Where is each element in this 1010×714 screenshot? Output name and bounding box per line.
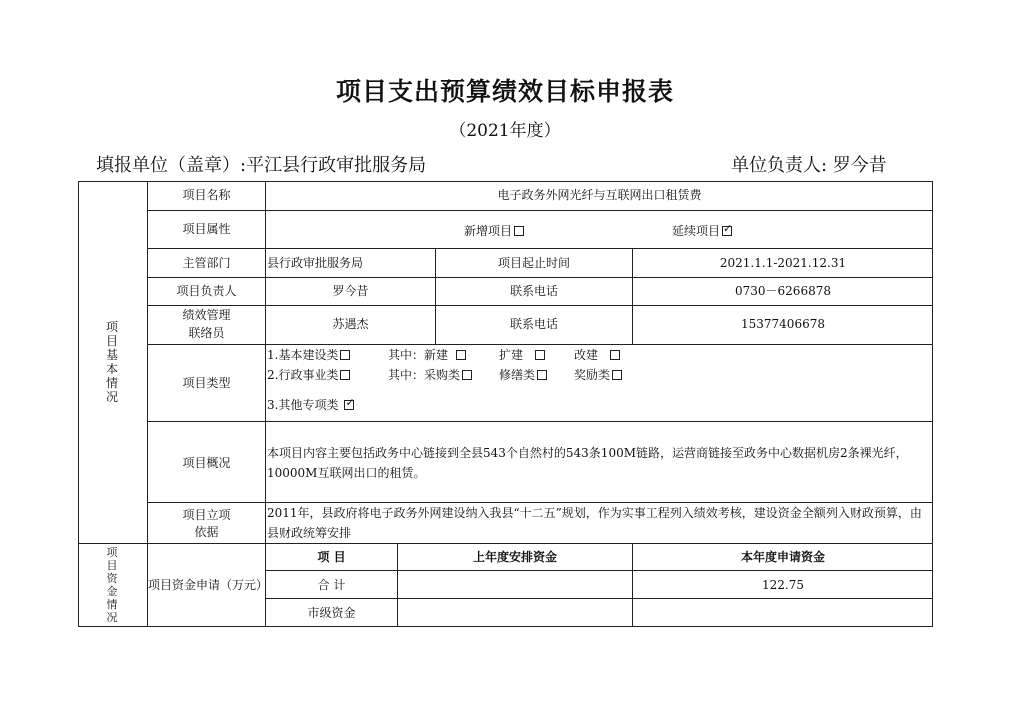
type-administrative: 2.行政事业类 — [267, 368, 339, 382]
type-line3-a — [267, 395, 354, 415]
project-attribute-label: 项目属性 — [182, 222, 231, 236]
divider — [78, 543, 933, 544]
checkbox-basic-construction[interactable] — [340, 350, 350, 360]
department-value: 县行政审批服务局 — [267, 256, 364, 270]
divider — [147, 421, 933, 422]
type-reward: 奖励类 — [574, 368, 611, 382]
period-label: 项目起止时间 — [497, 256, 570, 270]
basis-label-line1: 项目立项 — [182, 508, 231, 522]
checkbox-reward[interactable] — [612, 370, 622, 380]
funds-row-city-item: 市级资金 — [307, 606, 356, 620]
type-other-special: 3.其他专项类 — [267, 398, 339, 412]
divider — [147, 277, 933, 278]
leader-label: 项目负责人 — [176, 284, 237, 298]
type-repair: 修缮类 — [499, 368, 536, 382]
contact-phone-label: 联系电话 — [509, 317, 558, 331]
attribute-continuing-label: 延续项目 — [672, 224, 721, 238]
divider — [147, 248, 933, 249]
type-line1-a — [267, 345, 350, 365]
type-expansion: 扩建 — [499, 348, 524, 362]
divider — [265, 598, 933, 599]
checkbox-other-special[interactable] — [344, 400, 354, 410]
checkbox-administrative[interactable] — [340, 370, 350, 380]
overview-label: 项目概况 — [182, 456, 231, 470]
divider — [147, 210, 933, 211]
checkbox-procurement[interactable] — [462, 370, 472, 380]
period-value: 2021.1.1-2021.12.31 — [719, 256, 847, 270]
attribute-new-label: 新增项目 — [464, 224, 513, 238]
contact-label-line2: 联络员 — [188, 326, 225, 340]
funds-col-this-year: 本年度申请资金 — [740, 550, 825, 564]
project-name-value: 电子政务外网光纤与互联网出口租赁费 — [497, 188, 702, 202]
leader-phone-label: 联系电话 — [509, 284, 558, 298]
department-label: 主管部门 — [182, 256, 231, 270]
checkbox-expansion[interactable] — [535, 350, 545, 360]
type-line2-b — [388, 365, 472, 385]
type-line1-b — [388, 345, 466, 365]
leader-value: 罗今昔 — [332, 284, 369, 298]
fiscal-year: （2021年度） — [449, 121, 561, 141]
type-procurement: 其中：采购类 — [388, 368, 461, 382]
project-type-label: 项目类型 — [182, 376, 231, 390]
type-new-build: 其中：新建 — [388, 348, 449, 362]
reporting-unit: 填报单位（盖章）:平江县行政审批服务局 — [96, 155, 427, 176]
overview-text: 本项目内容主要包括政务中心链接到全县543个自然村的543条100M链路，运营商链接至政务中心数据机房2条裸光纤，10000M互联网出口的租赁。 — [267, 446, 908, 480]
type-line1-d — [574, 345, 620, 365]
attribute-new — [464, 221, 524, 241]
checkbox-new[interactable] — [514, 226, 524, 236]
attribute-continuing — [672, 221, 732, 241]
page-title: 项目支出预算绩效目标申报表 — [335, 77, 674, 106]
basis-text: 2011年，县政府将电子政务外网建设纳入我县“十二五”规划，作为实事工程列入绩效考核，建设资金全额列入财政预算，由县财政统筹安排 — [267, 506, 922, 540]
type-line2-d — [574, 365, 622, 385]
funds-col-item: 项 目 — [317, 550, 346, 564]
type-renovation: 改建 — [574, 348, 599, 362]
leader-phone-value: 0730－6266878 — [735, 284, 831, 298]
type-line2-c — [499, 365, 547, 385]
funds-row-total-item: 合 计 — [317, 578, 346, 592]
project-name-label: 项目名称 — [182, 188, 231, 202]
type-line2-a — [267, 365, 350, 385]
section-funds-label: 项目资金情况 — [106, 546, 118, 624]
funds-label: 项目资金申请（万元） — [148, 578, 269, 592]
funds-col-last-year: 上年度安排资金 — [472, 550, 557, 564]
checkbox-repair[interactable] — [537, 370, 547, 380]
contact-label-line1: 绩效管理 — [182, 308, 231, 322]
section-basic-label: 项目基本情况 — [105, 320, 118, 404]
basis-label-line2: 依据 — [194, 525, 219, 539]
contact-phone-value: 15377406678 — [741, 317, 825, 331]
unit-responsible: 单位负责人: 罗今昔 — [731, 155, 887, 176]
divider — [265, 570, 933, 571]
checkbox-renovation[interactable] — [610, 350, 620, 360]
funds-row-total-this-year: 122.75 — [762, 578, 804, 592]
checkbox-continuing[interactable] — [722, 226, 732, 236]
contact-value: 苏遇杰 — [332, 317, 369, 331]
checkbox-new-build[interactable] — [456, 350, 466, 360]
type-basic-construction: 1.基本建设类 — [267, 348, 339, 362]
type-line1-c — [499, 345, 545, 365]
